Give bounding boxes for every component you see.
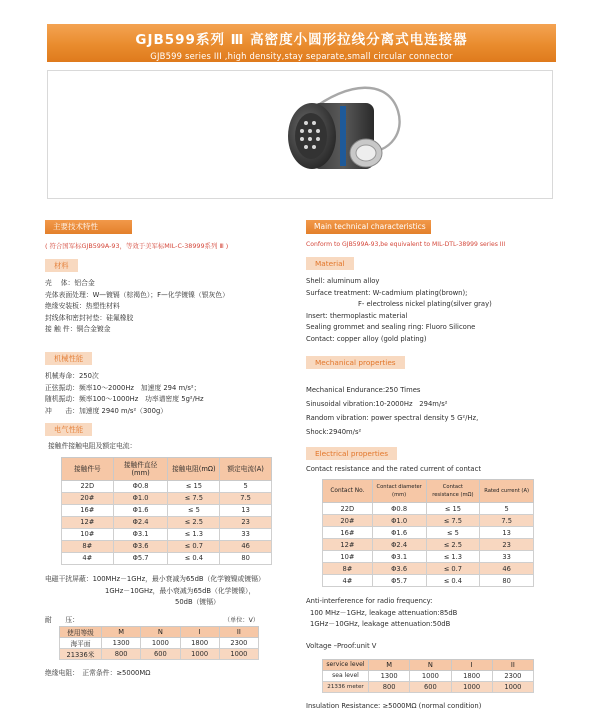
- material-line: 壳 体：铝合金: [45, 279, 95, 287]
- table-cell: ≤ 1.3: [426, 551, 480, 563]
- table-cell: 8#: [323, 563, 373, 575]
- material-tag-cn: 材料: [45, 259, 78, 272]
- mechanical-line: 机械寿命：250次: [45, 371, 99, 380]
- table-cell: ≤ 5: [426, 527, 480, 539]
- table-cell: 12#: [62, 516, 114, 528]
- table-cell: 80: [220, 552, 272, 564]
- table-cell: 2300: [492, 670, 533, 681]
- mechanical-line: 正弦振动：频率10～2000Hz 加速度 294 m/s²；: [45, 383, 201, 392]
- column-header: 接触电阻(mΩ): [168, 457, 220, 480]
- main-characteristics-banner-en: Main technical characteristics: [306, 220, 431, 234]
- table-cell: 1000: [492, 681, 533, 692]
- table-cell: 10#: [62, 528, 114, 540]
- material-line: 封线体和密封衬垫：硅氟橡胶: [45, 313, 134, 322]
- table-cell: Φ1.6: [113, 504, 168, 516]
- table-cell: Φ1.0: [113, 492, 168, 504]
- mechanical-line: Sinusoidal vibration:10-2000Hz 294m/s²: [306, 399, 448, 408]
- table-cell: 10#: [323, 551, 373, 563]
- emi-block-cn: [45, 574, 297, 609]
- mechanical-line: 冲 击：加速度 2940 m/s²（300g）: [45, 406, 168, 415]
- left-column-cn: [45, 220, 297, 680]
- table-cell: 21336 meter: [323, 681, 369, 692]
- emi-line: 1GHz－10GHz，最小衰减为65dB（化学镀镍），: [105, 586, 256, 595]
- material-line: Surface treatment: W-cadmium plating(brown);: [306, 288, 468, 297]
- table-row: [323, 670, 534, 681]
- column-header: N: [410, 659, 451, 670]
- table-cell: sea level: [323, 670, 369, 681]
- material-tag-en: Material: [306, 257, 354, 270]
- material-line: Contact: copper alloy (gold plating): [306, 334, 427, 343]
- table-cell: 600: [141, 649, 180, 660]
- table-cell: 46: [480, 563, 534, 575]
- table-row: [62, 480, 272, 492]
- main-characteristics-banner-cn: 主要技术特性: [45, 220, 132, 234]
- table-cell: 5: [220, 480, 272, 492]
- column-header: II: [219, 627, 258, 638]
- table-cell: 1800: [451, 670, 492, 681]
- table-cell: 4#: [323, 575, 373, 587]
- title-banner: [47, 24, 556, 62]
- column-header: Rated current (A): [480, 480, 534, 503]
- table-row: [323, 527, 534, 539]
- table-row: [323, 503, 534, 515]
- column-header: Contact No.: [323, 480, 373, 503]
- material-line: 绝缘安装板：热塑性材料: [45, 302, 120, 311]
- voltage-label-cn: 耐 压：: [45, 615, 79, 624]
- table-cell: ≤ 0.4: [168, 552, 220, 564]
- mechanical-line: 随机振动：频率100～1000Hz 功率谱密度 5g²/Hz: [45, 395, 204, 404]
- table-cell: ≤ 15: [168, 480, 220, 492]
- material-lines-cn: [45, 278, 297, 336]
- table-cell: 20#: [62, 492, 114, 504]
- table-row: [323, 575, 534, 587]
- table-cell: 4#: [62, 552, 114, 564]
- table-cell: ≤ 0.7: [168, 540, 220, 552]
- column-header: M: [102, 627, 141, 638]
- table-cell: ≤ 15: [426, 503, 480, 515]
- material-line: 壳体表面处理：W—镀镉（棕褐色）；F—化学镀镍（银灰色）: [45, 290, 229, 299]
- table-cell: 7.5: [220, 492, 272, 504]
- table-cell: 21336米: [60, 649, 102, 660]
- table-cell: ≤ 7.5: [168, 492, 220, 504]
- table-cell: 13: [480, 527, 534, 539]
- column-header: II: [492, 659, 533, 670]
- table-cell: ≤ 2.5: [168, 516, 220, 528]
- table-cell: 20#: [323, 515, 373, 527]
- material-line: F- electroless nickel plating(silver gray): [358, 300, 492, 309]
- table-row: [62, 528, 272, 540]
- table-cell: 33: [480, 551, 534, 563]
- table-cell: 23: [220, 516, 272, 528]
- table-cell: 7.5: [480, 515, 534, 527]
- table-cell: 1000: [219, 649, 258, 660]
- mechanical-tag-cn: 机械性能: [45, 352, 92, 365]
- table-cell: Φ3.6: [372, 563, 426, 575]
- mechanical-line: Shock:2940m/s²: [306, 427, 362, 436]
- table-row: [323, 551, 534, 563]
- table-cell: 13: [220, 504, 272, 516]
- table-cell: 600: [410, 681, 451, 692]
- table-row: [62, 552, 272, 564]
- table-cell: 8#: [62, 540, 114, 552]
- voltage-label-en: Voltage –Proof:unit V: [306, 641, 377, 650]
- table-row: [323, 539, 534, 551]
- material-line: Sealing grommet and sealing ring: Fluoro Silicone: [306, 323, 476, 332]
- insulation-en: Insulation Resistance: ≥5000MΩ (normal condition): [306, 701, 482, 710]
- conformity-note-cn: ( 符合国军标GJB599A-93，等效于美军标MIL-C-38999系列 Ⅲ ): [45, 242, 229, 250]
- table-cell: 12#: [323, 539, 373, 551]
- table-cell: Φ2.4: [113, 516, 168, 528]
- voltage-unit-cn: （单位：V）: [223, 616, 259, 624]
- title-cn: GJB599系列 Ⅲ 高密度小圆形拉线分离式电连接器: [135, 32, 468, 48]
- column-header: 接触件直径(mm): [113, 457, 168, 480]
- column-header: I: [180, 627, 219, 638]
- product-image: [47, 70, 553, 199]
- table-cell: ≤ 2.5: [426, 539, 480, 551]
- table-cell: ≤ 7.5: [426, 515, 480, 527]
- table-cell: Φ5.7: [113, 552, 168, 564]
- electrical-tag-cn: 电气性能: [45, 423, 92, 436]
- right-column-en: [306, 220, 562, 712]
- contact-table-en: [322, 479, 534, 587]
- contact-table-caption-cn: 接触件接触电阻及额定电流：: [48, 442, 137, 451]
- mechanical-line: Mechanical Endurance:250 Times: [306, 385, 421, 394]
- column-header: M: [369, 659, 410, 670]
- material-line: 接 触 件：铜合金镀金: [45, 325, 111, 334]
- table-cell: 16#: [323, 527, 373, 539]
- table-cell: 22D: [62, 480, 114, 492]
- table-cell: 80: [480, 575, 534, 587]
- table-cell: Φ0.8: [372, 503, 426, 515]
- table-cell: Φ3.1: [113, 528, 168, 540]
- table-cell: 1300: [102, 638, 141, 649]
- table-cell: 1300: [369, 670, 410, 681]
- column-header: N: [141, 627, 180, 638]
- table-cell: ≤ 5: [168, 504, 220, 516]
- table-cell: Φ0.8: [113, 480, 168, 492]
- title-en: GJB599 series III ,high density,stay separate,small circular connector: [150, 51, 453, 61]
- table-cell: Φ2.4: [372, 539, 426, 551]
- table-row: [62, 504, 272, 516]
- material-lines-en: [306, 276, 562, 346]
- emi-line: 1GHz－10GHz, leakage attenuation:50dB: [310, 620, 451, 629]
- conformity-note-en: Conform to GJB599A-93,be equivalent to MIL-DTL-38999 series III: [306, 241, 506, 248]
- table-cell: 23: [480, 539, 534, 551]
- table-cell: 16#: [62, 504, 114, 516]
- mechanical-line: Random vibration: power spectral density 5 G²/Hz,: [306, 413, 479, 422]
- blue-band: [340, 106, 346, 166]
- mechanical-lines-cn: [45, 371, 297, 417]
- emi-block-en: [306, 596, 562, 631]
- table-cell: 800: [102, 649, 141, 660]
- table-cell: 2300: [219, 638, 258, 649]
- table-cell: Φ1.6: [372, 527, 426, 539]
- table-cell: 1000: [180, 649, 219, 660]
- table-cell: Φ3.1: [372, 551, 426, 563]
- table-cell: 46: [220, 540, 272, 552]
- table-row: [60, 649, 259, 660]
- column-header: Contact diameter (mm): [372, 480, 426, 503]
- connector-illustration: [48, 71, 554, 200]
- table-row: [60, 638, 259, 649]
- voltage-table-cn: [59, 626, 259, 660]
- table-cell: Φ5.7: [372, 575, 426, 587]
- table-row: [62, 540, 272, 552]
- contact-table-cn: [61, 457, 272, 565]
- table-cell: 1000: [451, 681, 492, 692]
- column-header: I: [451, 659, 492, 670]
- column-header: service level: [323, 659, 369, 670]
- column-header: 使用等级: [60, 627, 102, 638]
- material-line: Shell: aluminum alloy: [306, 277, 380, 285]
- voltage-table-en: [322, 659, 534, 693]
- mechanical-tag-en: Mechanical properties: [306, 356, 405, 369]
- emi-line: 50dB（镀镉）: [175, 598, 220, 607]
- column-header: Contact resistance (mΩ): [426, 480, 480, 503]
- mechanical-lines-en: [306, 383, 562, 439]
- table-cell: ≤ 1.3: [168, 528, 220, 540]
- column-header: 额定电流(A): [220, 457, 272, 480]
- table-cell: ≤ 0.7: [426, 563, 480, 575]
- contact-table-caption-en: Contact resistance and the rated current of contact: [306, 464, 481, 473]
- table-cell: 海平面: [60, 638, 102, 649]
- table-row: [62, 516, 272, 528]
- table-row: [323, 563, 534, 575]
- table-cell: Φ3.6: [113, 540, 168, 552]
- table-cell: ≤ 0.4: [426, 575, 480, 587]
- material-line: Insert: thermoplastic material: [306, 311, 408, 320]
- column-header: 接触件号: [62, 457, 114, 480]
- emi-line: 100 MHz－1GHz, leakage attenuation:85dB: [310, 608, 458, 617]
- emi-line: 电磁干扰屏蔽：100MHz－1GHz，最小衰减为65dB（化学镀镍或镀镉）: [45, 574, 265, 583]
- table-cell: 800: [369, 681, 410, 692]
- electrical-tag-en: Electrical properties: [306, 447, 397, 460]
- table-cell: 1000: [141, 638, 180, 649]
- table-cell: 5: [480, 503, 534, 515]
- table-cell: 1000: [410, 670, 451, 681]
- table-row: [323, 515, 534, 527]
- insulation-cn: 绝缘电阻： 正常条件：≥5000MΩ: [45, 669, 151, 678]
- emi-title: Anti-interference for radio frequency:: [306, 597, 433, 606]
- table-cell: 1800: [180, 638, 219, 649]
- table-row: [62, 492, 272, 504]
- table-cell: 33: [220, 528, 272, 540]
- table-cell: Φ1.0: [372, 515, 426, 527]
- table-cell: 22D: [323, 503, 373, 515]
- table-row: [323, 681, 534, 692]
